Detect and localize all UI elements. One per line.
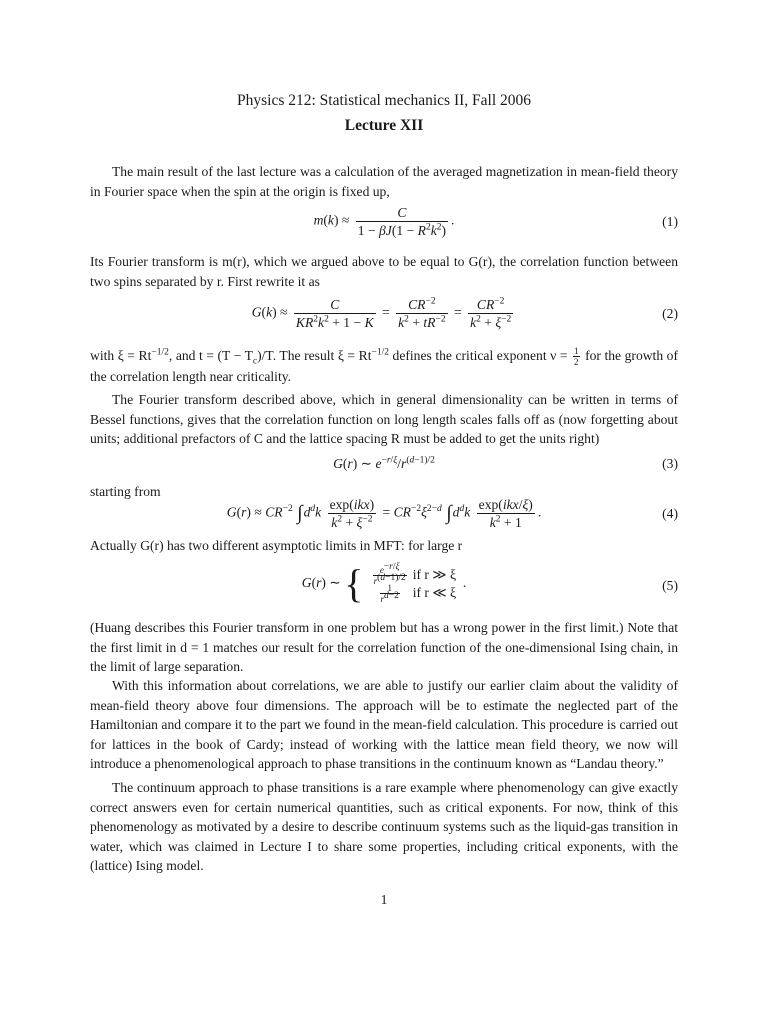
equation-3-number: (3) xyxy=(662,456,678,471)
equation-2 xyxy=(90,296,678,336)
paragraph-continuum: The continuum approach to phase transitions is a rare example where phenomenology can give exactly correct answers even for certain numerical quantities, such as critical exponents. For now, think of this phenomenology as motivated by a desire to describe continuum systems such as the liquid-gas transition in water, which was claimed in Lecture I to share some properties, including critical exponents, with the (lattice) Ising model. xyxy=(90,780,678,874)
course-title: Physics 212: Statistical mechanics II, Fall 2006 xyxy=(236,92,532,109)
equation-2-number: (2) xyxy=(662,306,678,321)
equation-5-number: (5) xyxy=(662,578,678,593)
equation-4-number: (4) xyxy=(662,506,678,521)
paragraph-asymptotic: Actually G(r) has two different asymptotic limits in MFT: for large r xyxy=(90,538,463,553)
nu-fraction: $\frac{1}{2}$ xyxy=(574,346,579,368)
case-1-condition: if r ≫ ξ xyxy=(412,567,457,582)
left-brace: { xyxy=(344,561,364,606)
text-nu-def: defines the critical exponent ν = xyxy=(389,348,572,363)
text-xi-def: with ξ = Rt xyxy=(90,348,152,363)
text-result: )/T. The result ξ = Rt xyxy=(257,348,372,363)
paragraph-huang: (Huang describes this Fourier transform in one problem but has a wrong power in the first limit.) Note that the first limit in d = 1 matches our result for the correlation function of the one-dimensional Ising chain, in the limit of large separation. xyxy=(90,620,678,675)
paragraph-intro: The main result of the last lecture was a calculation of the averaged magnetization in mean-field theory in Fourier space when the spin at the origin is fixed up, xyxy=(90,164,678,199)
paragraph-bessel: The Fourier transform described above, which in general dimensionality can be written in terms of Bessel functions, gives that the correlation function on long length scales falls off as (now forgetting about units; additional prefactors of C and the lattice spacing R must be added to get the units right) xyxy=(90,392,678,447)
equation-1-body: m(k) ≈ $\frac{C}{1 - \beta J(1 - R^2k^2)}$ . xyxy=(313,205,455,238)
equation-4-body: $G(r) \approx CR^{-2}$ $\int d^dk$ $\frac{\text{exp(ikx)}}{k^2 + \xi^{-2}}$ = $CR^{-2}\xi^{2-d}$ $\int d^dk$ $\frac{\text{exp(ikx/ξ)}}{k^2 + 1}$ . xyxy=(226,497,542,530)
equation-3-body: G(r) ∼ $e^{-r/\xi}/r^{(d-1)/2}$ xyxy=(333,455,435,471)
page-number: 1 xyxy=(380,892,388,907)
equation-4 xyxy=(90,496,678,536)
equation-5-body: G(r) ∼ { $\frac{e^{-r/\xi}}{r^{(d-1)/2}}$ if r ≫ ξ $\frac{1}{r^{d-2}}$ if r ≪ ξ . xyxy=(301,561,467,606)
text-growth: for the growth of the correlation length near criticality. xyxy=(90,348,678,385)
paragraph-starting-from: starting from xyxy=(90,484,161,499)
equation-1 xyxy=(90,204,678,244)
case-2-condition: if r ≪ ξ xyxy=(412,585,457,600)
cases-block: $\frac{e^{-r/\xi}}{r^{(d-1)/2}}$ if r ≫ ξ $\frac{1}{r^{d-2}}$ if r ≪ ξ xyxy=(373,561,457,604)
equation-1-number: (1) xyxy=(662,214,678,229)
equation-2-body: G(k) ≈ $\frac{C}{KR^2k^2 + 1 - K}$ = $\frac{CR^{-2}}{k^2 + tR^{-2}}$ = $\frac{CR^{-2}}{k^2 + \xi^{-2}}$ xyxy=(251,296,512,330)
text-t-def: , and t = (T − T xyxy=(168,348,253,363)
paragraph-validity: With this information about correlations, we are able to justify our earlier claim about the validity of mean-field theory above four dimensions. The approach will be to estimate the neglected part of the Hamiltonian and compare it to the part we found in the mean-field calculation. This procedure is carried out for lattices in the book of Cardy; instead of working with the lattice mean field theory, we now will introduce a phenomenological approach to phase transitions in the continuum known as “Landau theory.” xyxy=(90,678,678,772)
equation-5 xyxy=(90,561,678,610)
lecture-title: Lecture XII xyxy=(344,117,424,134)
paragraph-fourier: Its Fourier transform is m(r), which we argued above to be equal to G(r), the correlation function between two spins separated by r. First rewrite it as xyxy=(90,254,678,289)
paragraph-critical-exponent: with $\xi = Rt^{-1/2}$, and $t = (T - T_c)/T$. The result $\xi = Rt^{-1/2}$ defines the critical exponent ν = $\frac{1}{2}$ for the growth of the correlation length near criticality. xyxy=(90,346,678,385)
equation-3 xyxy=(90,456,678,478)
